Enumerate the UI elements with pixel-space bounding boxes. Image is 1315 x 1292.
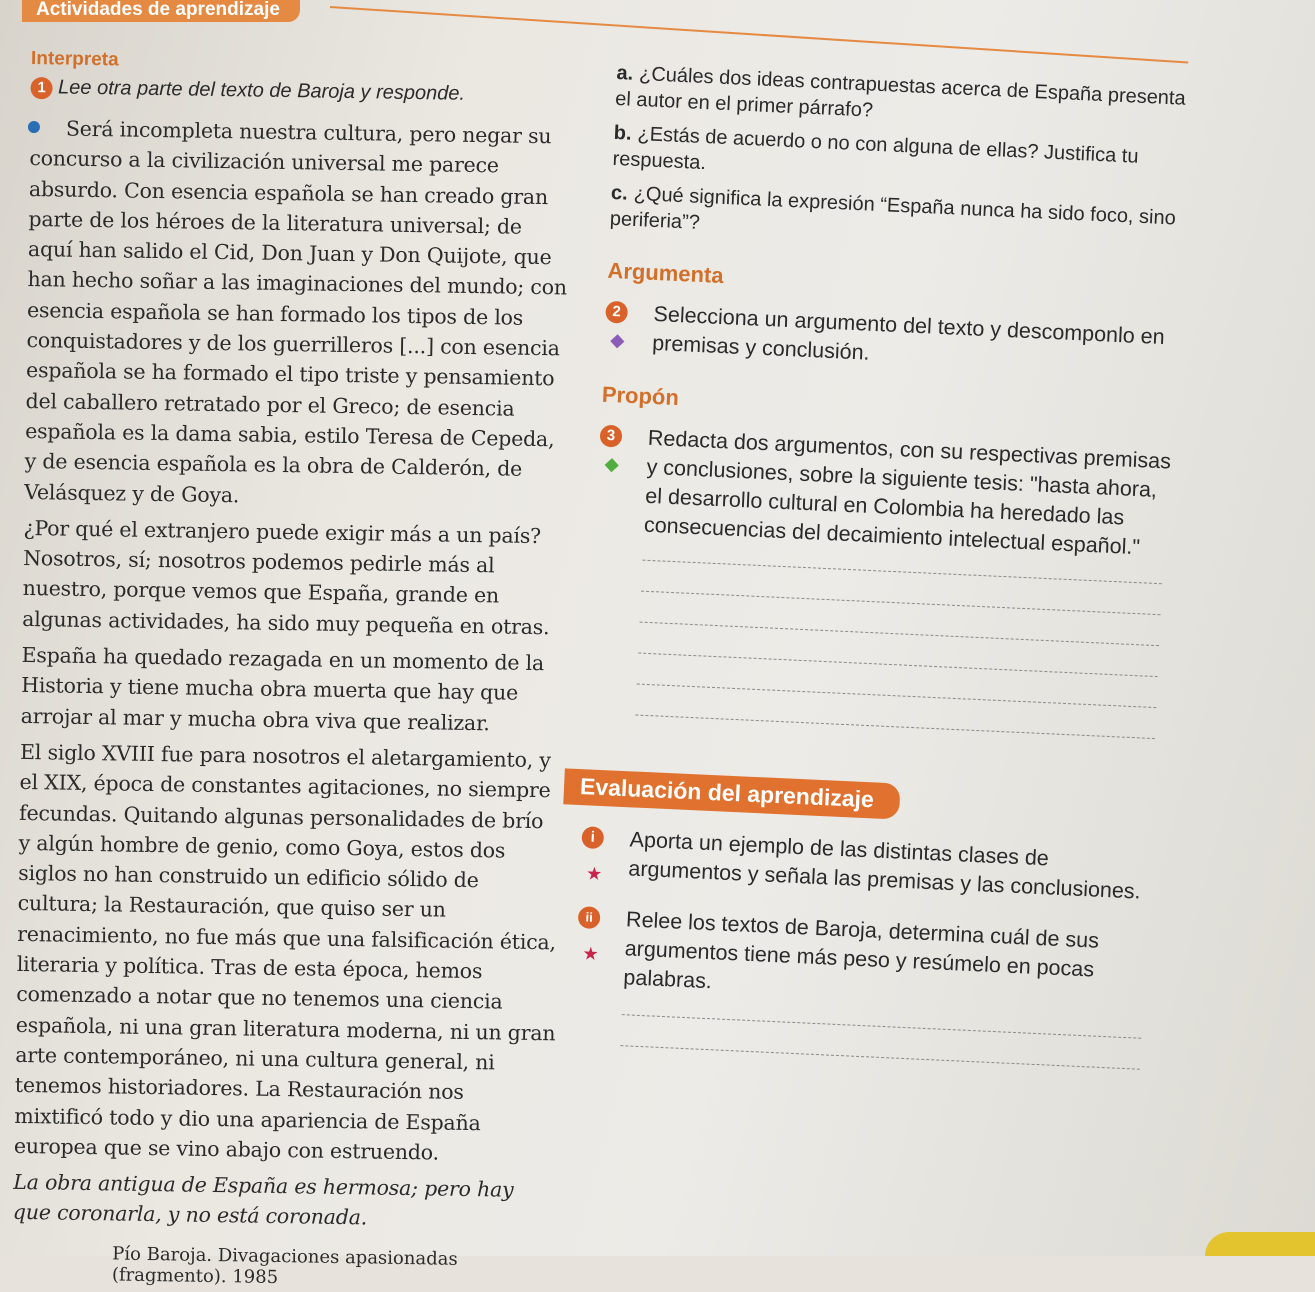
diamond-icon	[610, 334, 624, 348]
activity-3-answer-lines	[587, 557, 1173, 739]
evaluation-ii-badge: ii	[578, 906, 601, 929]
answer-line[interactable]	[622, 1014, 1142, 1039]
question-text: ¿Estás de acuerdo o no con alguna de ellas? Justifica tu respuesta.	[612, 122, 1139, 175]
quote-paragraph: España ha quedado rezagada en un momento de la Historia y tiene mucha obra muerta que hay que arrojar al mar y mucha obra viva que realizar.	[20, 642, 545, 735]
questions-list	[609, 60, 1196, 258]
question-text: ¿Qué significa la expresión “España nunca ha sido foco, sino periferia”?	[609, 182, 1177, 234]
answer-line[interactable]	[638, 653, 1158, 678]
evaluation-item-i	[580, 823, 1162, 907]
question-letter: a.	[616, 61, 634, 85]
activity-1-prompt	[30, 76, 570, 107]
activity-1-badge: 1	[30, 77, 52, 99]
question-text: ¿Cuáles dos ideas contrapuestas acerca de España presenta el autor en el primer párrafo?	[614, 63, 1187, 122]
activity-3-badge: 3	[600, 425, 623, 448]
header-banner: Actividades de aprendizaje	[22, 0, 300, 22]
answer-line[interactable]	[641, 591, 1161, 616]
answer-line[interactable]	[635, 714, 1155, 739]
answer-line[interactable]	[640, 622, 1160, 647]
activity-2-text: Selecciona un argumento del texto y descomponlo en premisas y conclusión.	[651, 301, 1166, 365]
citation: Pío Baroja. Divagaciones apasionadas (fragmento). 1985	[111, 1243, 458, 1288]
evaluation-banner: Evaluación del aprendizaje	[563, 768, 900, 819]
activity-3	[595, 422, 1180, 564]
activity-2	[604, 298, 1186, 382]
left-column	[12, 48, 571, 1292]
evaluation-item-ii	[575, 903, 1158, 1016]
section-title-interpreta: Interpreta	[30, 48, 119, 71]
evaluation-answer-lines	[572, 1012, 1153, 1070]
star-icon: ★	[585, 863, 603, 885]
evaluation-header	[563, 768, 1164, 831]
activity-1-text: Lee otra parte del texto de Baroja y responde.	[57, 76, 466, 105]
section-title-propon: Propón	[601, 381, 680, 411]
quote-closing: La obra antigua de España es hermosa; pero hay que coronarla, y no está coronada.	[12, 1169, 514, 1230]
evaluation-i-text: Aporta un ejemplo de las distintas clases de argumentos y señala las premisas y las conclusiones.	[627, 827, 1142, 904]
evaluation-ii-text: Relee los textos de Baroja, determina cuál de sus argumentos tiene más peso y resúmelo en pocas palabras.	[622, 907, 1100, 994]
answer-line[interactable]	[642, 560, 1162, 585]
answer-line[interactable]	[637, 684, 1157, 709]
evaluation-i-badge: i	[581, 826, 604, 849]
question-letter: c.	[610, 181, 629, 205]
baroja-quote	[13, 113, 570, 1236]
quote-paragraph: Será incompleta nuestra cultura, pero negar su concurso a la civilización universal me parece absurdo. Con esencia española se han creado gran parte de los héroes de la literatura universal; de aquí han salido el Cid, Don Juan y Don Quijote, que han hecho soñar a las imaginaciones del mundo; con esencia española se han formado los tipos de los conquistadores y de los guerrilleros [...] con esencia española se ha formado el tipo triste y pensamiento del caballero retratado por el Greco; de esencia española es la dama sabia, estilo Teresa de Cepeda, y de esencia española es la obra de Calderón, de Velásquez y de Goya.	[24, 116, 568, 507]
right-column	[572, 40, 1197, 1070]
activity-3-text: Redacta dos argumentos, con su respectivas premisas y conclusiones, sobre la siguiente tesis: "hasta ahora, el desarrollo cultural en Colombia ha heredado las consecuencias del decaimiento intelectual español."	[643, 425, 1172, 560]
answer-line[interactable]	[620, 1045, 1140, 1070]
quote-paragraph: El siglo XVIII fue para nosotros el aletargamiento, y el XIX, época de constantes agitaciones, no siempre fecundas. Quitando algunas personalidades de brío y algún hombre de genio, como Goya, estos dos siglos no han construido un edificio sólido de cultura; la Restauración, que quiso ser un renacimiento, no fue más que una falsificación ética, literaria y política. Tras de esta época, hemos comenzado a notar que no tenemos una ciencia española, ni una gran literatura moderna, ni un gran arte contemporáneo, ni una cultura general, ni tenemos historiadores. La Restauración nos mixtificó todo y dio una apariencia de España europea que se vino abajo con estruendo.	[13, 739, 556, 1165]
page-corner-tab	[1205, 1232, 1315, 1256]
quote-paragraph: ¿Por qué el extranjero puede exigir más a un país? Nosotros, sí; nosotros podemos pedirle más al nuestro, porque vemos que España, grande en algunas actividades, ha sido muy pequeña en otras.	[22, 515, 550, 639]
question-letter: b.	[613, 121, 633, 145]
diamond-icon	[605, 458, 619, 472]
star-icon: ★	[582, 943, 600, 965]
section-title-argumenta: Argumenta	[606, 257, 725, 289]
activity-2-badge: 2	[605, 301, 628, 324]
